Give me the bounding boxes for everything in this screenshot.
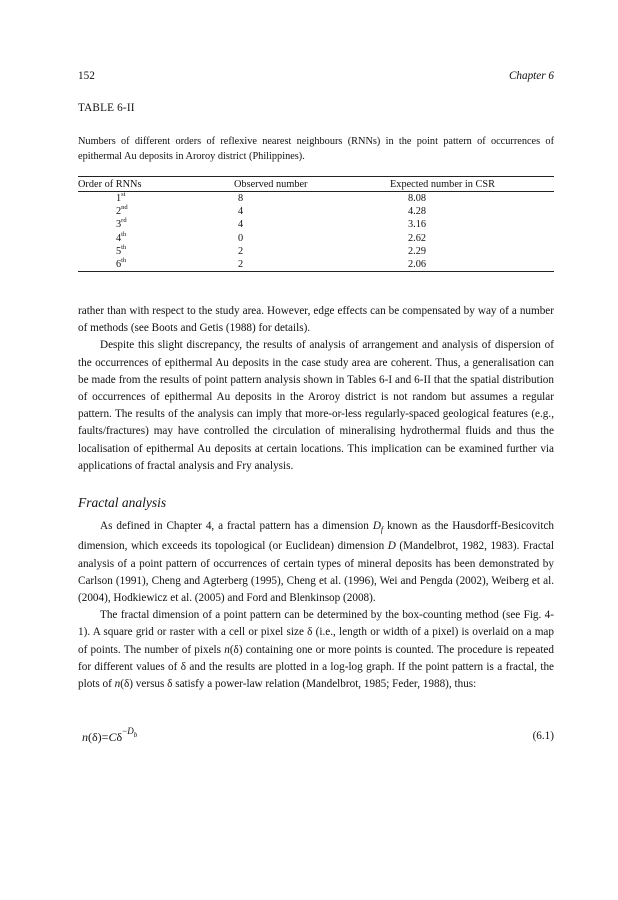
observed-cell: 8	[238, 193, 244, 205]
col-header-observed: Observed number	[198, 177, 356, 192]
observed-cell: 2	[198, 258, 356, 272]
order-cell: 4th	[116, 230, 127, 244]
expected-cell: 2.06	[356, 258, 554, 272]
paragraph: rather than with respect to the study area. However, edge effects can be compensated by way of a number of methods (see Boots and Getis (1988) for details).	[78, 305, 554, 335]
equation-number: (6.1)	[532, 730, 554, 742]
table-header-row	[78, 177, 554, 192]
observed-cell: 2	[238, 245, 244, 257]
observed-cell: 4	[238, 219, 244, 231]
expected-cell: 4.28	[408, 206, 427, 218]
paragraph: The fractal dimension of a point pattern can be determined by the box-counting method (see Fig. 4-1). A square grid or raster with a cell or pixel size δ (i.e., length or width of a pixel) is overlaid on a map of points. The number of pixels n(δ) containing one or more points is counted. The procedure is repeated for different values of δ and the results are plotted in a log-log graph. If the point pattern is a fractal, the plots of n(δ) versus δ satisfy a power-law relation (Mandelbrot, 1985; Feder, 1988), thus:	[78, 609, 554, 691]
table-row	[78, 245, 554, 258]
expected-cell: 2.29	[408, 245, 427, 257]
paragraph: Despite this slight discrepancy, the results of analysis of arrangement and analysis of dispersion of the occurrences of epithermal Au deposits in the case study area are coherent. Thus, a generalisation can be made from the results of point pattern analysis shown in Tables 6-I and 6-II that the spatial distribution of occurrences of epithermal Au deposits in the Aroroy district is not random but assumes a regular pattern. The results of the analysis can imply that more-or-less regularly-spaced geological features (e.g., faults/fractures) may have controlled the circulation of mineralising hydrothermal fluids and thus the localisation of epithermal Au deposits at certain locations. This implication can be examined further via applications of fractal analysis and Fry analysis.	[78, 339, 554, 472]
table-row	[78, 205, 554, 218]
order-cell: 1st	[116, 191, 126, 205]
observed-cell: 0	[238, 232, 244, 244]
rnn-table	[78, 176, 554, 272]
table-row	[78, 218, 554, 231]
order-cell: 6th	[78, 258, 198, 272]
col-header-order: Order of RNNs	[78, 177, 198, 192]
chapter-title: Chapter 6	[508, 70, 554, 82]
order-cell: 3rd	[116, 217, 127, 231]
expected-cell: 8.08	[408, 193, 427, 205]
page-number: 152	[78, 70, 95, 82]
body-text-upper	[78, 303, 554, 475]
equation-formula: $n(\delta)=C\delta^{-D_b}$	[82, 726, 138, 744]
col-header-expected: Expected number in CSR	[356, 177, 554, 192]
table-caption: Numbers of different orders of reflexive nearest neighbours (RNNs) in the point pattern of occurrences of epithermal Au deposits in Aroroy district (Philippines).	[78, 136, 554, 162]
order-cell: 5th	[116, 243, 127, 257]
expected-cell: 2.62	[408, 232, 427, 244]
order-cell: 2nd	[116, 204, 128, 218]
table-row	[78, 232, 554, 245]
expected-cell: 3.16	[408, 219, 427, 231]
table-row	[78, 258, 554, 272]
section-heading: Fractal analysis	[78, 495, 167, 510]
table-row	[78, 192, 554, 206]
table-label: TABLE 6-II	[78, 102, 135, 114]
observed-cell: 4	[238, 206, 244, 218]
paragraph: As defined in Chapter 4, a fractal pattern has a dimension $D_f$ known as the Hausdorff-Besicovitch dimension, which exceeds its topological (or Euclidean) dimension D (Mandelbrot, 1982, 1983). Fractal analysis of a point pattern of occurrences of certain types of mineral deposits has been demonstrated by Carlson (1991), Cheng and Agterberg (1995), Cheng et al. (1996), Wei and Pengda (2002), Weiberg et al. (2004), Hodkiewicz et al. (2005) and Ford and Blenkinsop (2008).	[78, 520, 555, 605]
body-text-lower	[78, 518, 554, 693]
